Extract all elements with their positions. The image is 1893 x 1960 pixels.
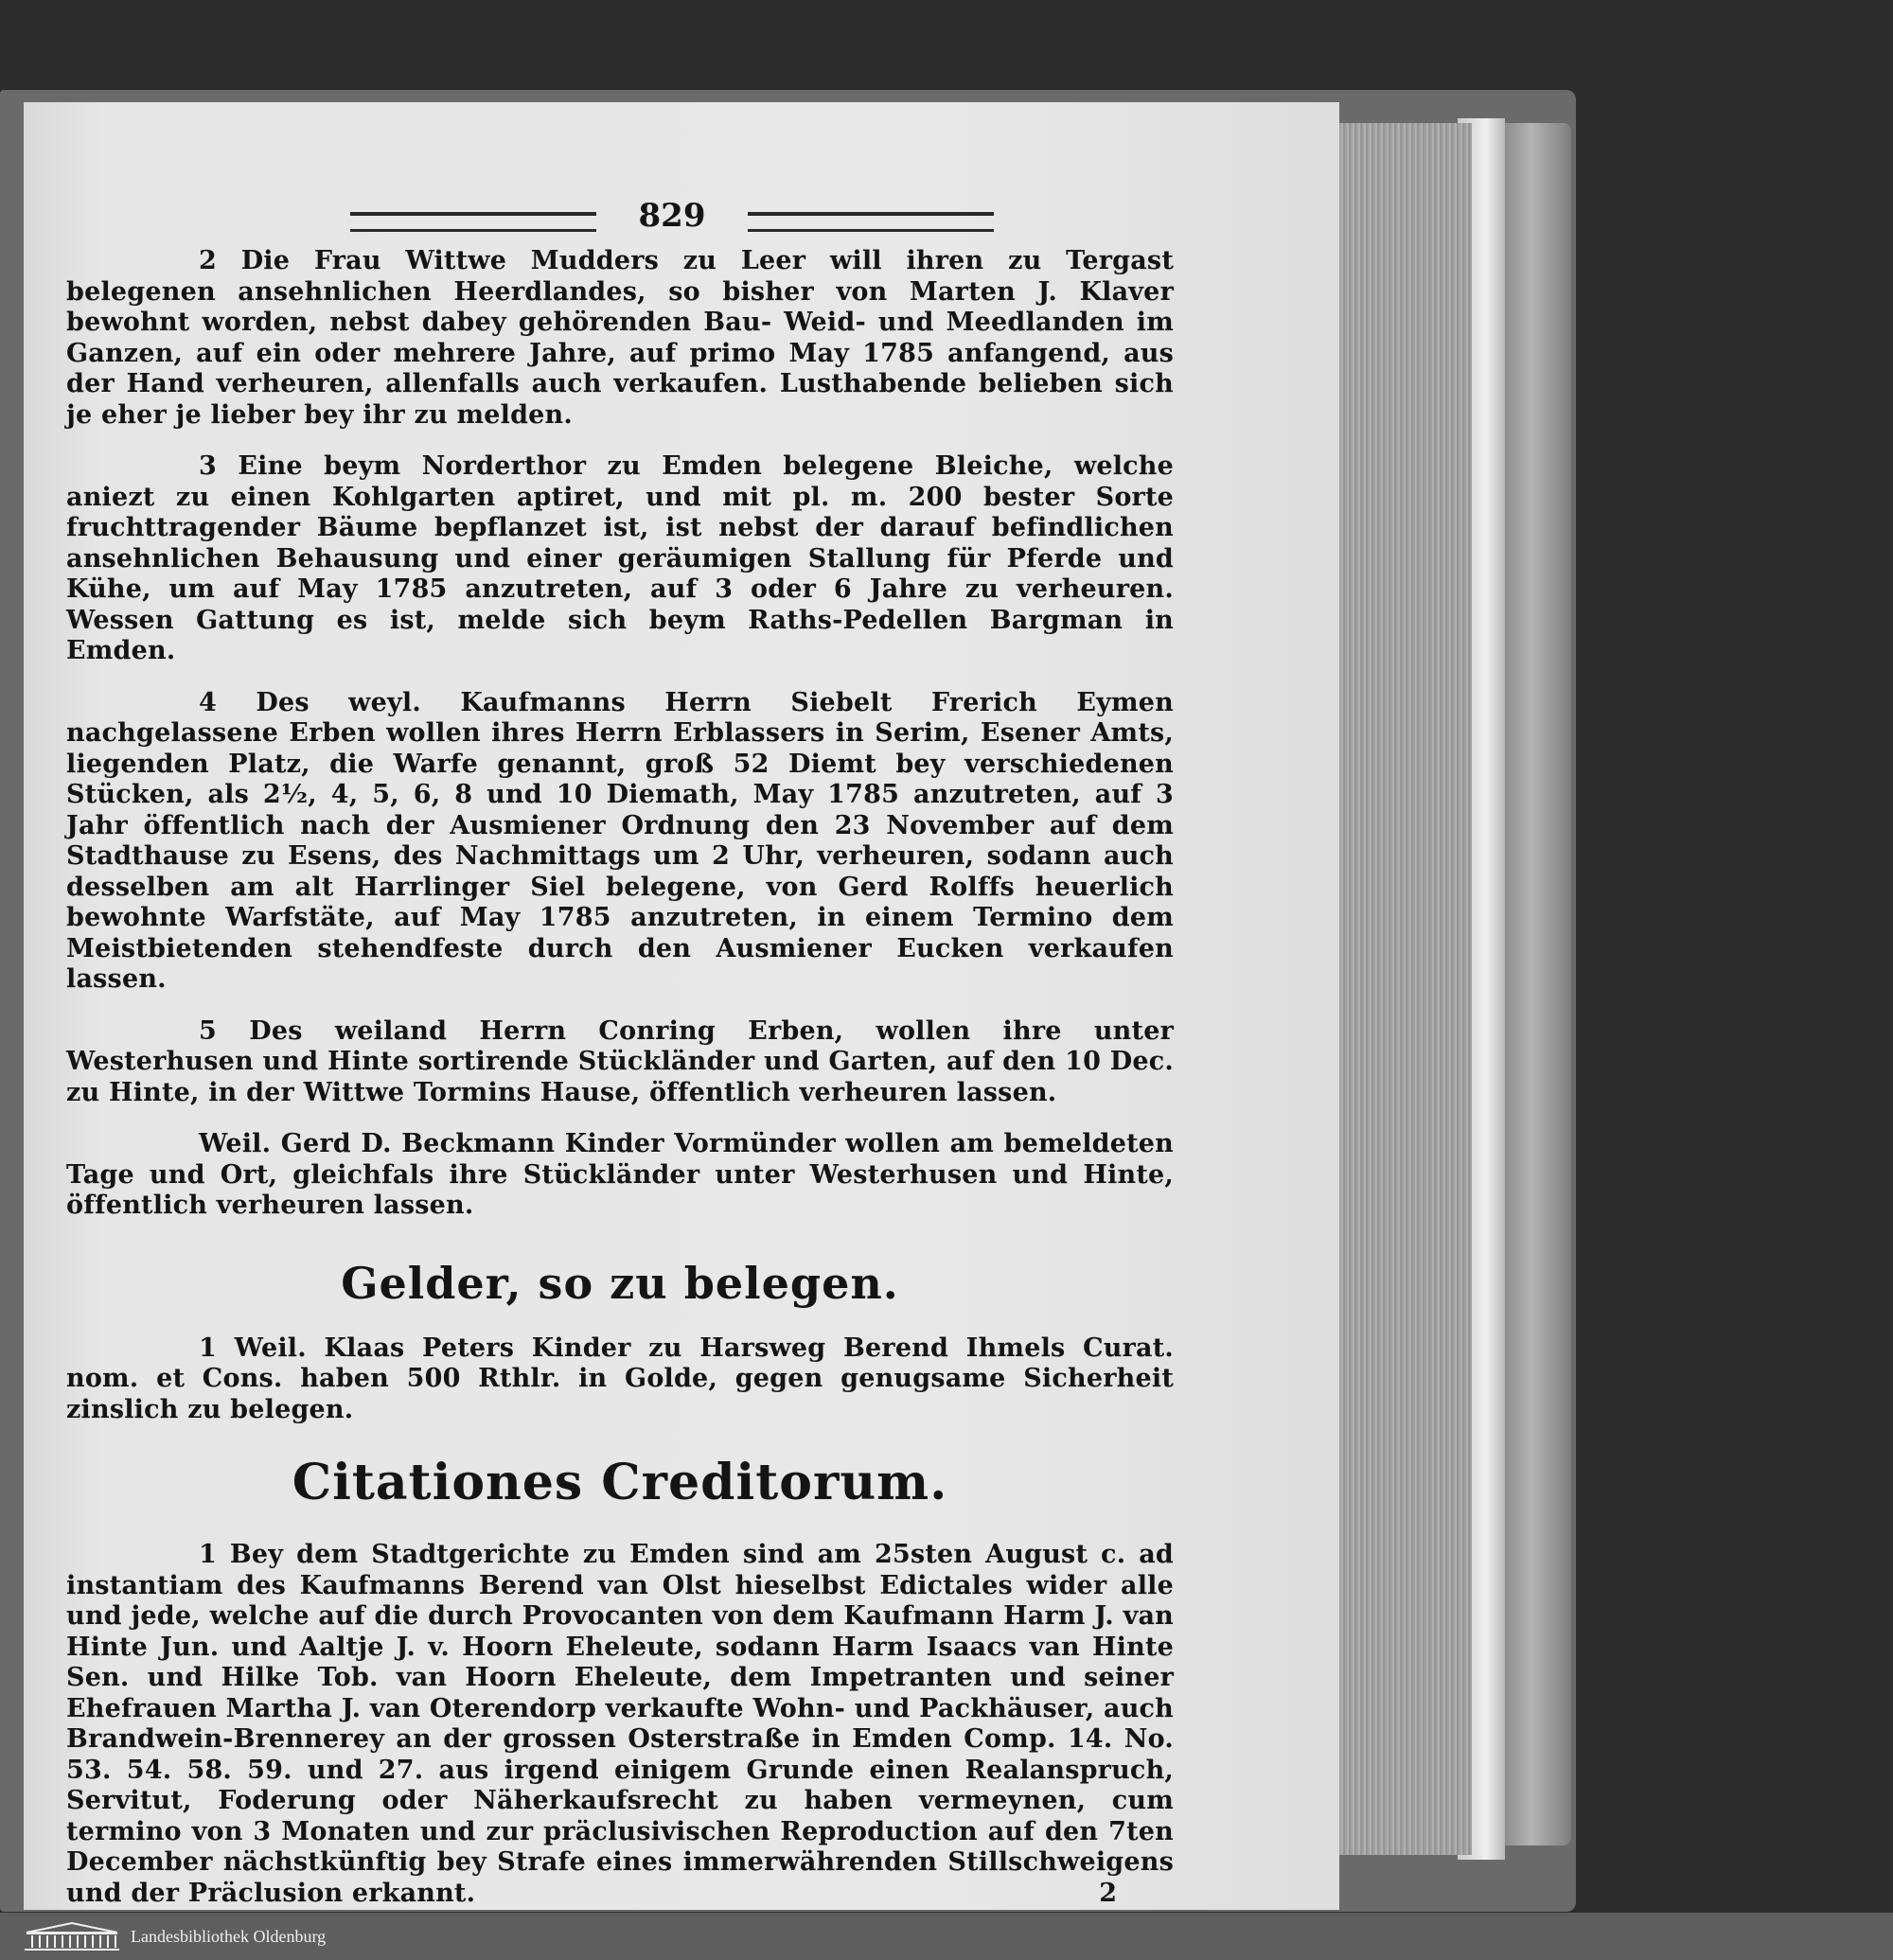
library-name: Landesbibliothek Oldenburg bbox=[131, 1926, 327, 1946]
page-block-edges bbox=[1335, 123, 1472, 1855]
entry-3: 3 Eine beym Norderthor zu Emden belegene Bleiche, welche aniezt zu einen Kohlgarten aptiret, und mit pl. m. 200 bester Sorte fruchttragender Bäume bepflanzet ist, ist nebst der darauf befindlichen ansehnlichen Behausung und einer geräumigen Stallung für Pferde und Kühe, um auf May 1785 anzutreten, auf 3 oder 6 Jahre zu verheuren. Wessen Gattung es ist, melde sich beym Raths-Pedellen Bargman in Emden. bbox=[66, 451, 1174, 665]
header-rule-right bbox=[748, 212, 994, 232]
page-content bbox=[66, 189, 1174, 1908]
section-title-citationes: Citationes Creditorum. bbox=[292, 1454, 948, 1511]
entry-beckmann: Weil. Gerd D. Beckmann Kinder Vormünder wollen am bemeldeten Tage und Ort, gleichfals ihre Stückländer unter Westerhusen und Hinte, öffentlich verheuren lassen. bbox=[66, 1129, 1174, 1220]
book-cover-edge bbox=[1505, 123, 1571, 1845]
entry-4: 4 Des weyl. Kaufmanns Herrn Siebelt Frerich Eymen nachgelassene Erben wollen ihres Herrn Erblassers in Serim, Esener Amts, liegenden Platz, die Warfe genannt, groß 52 Diemt bey verschiedenen Stücken, als 2½, 4, 5, 6, 8 und 10 Diemath, May 1785 anzutreten, auf 3 Jahr öffentlich nach der Ausmiener Ordnung den 23 November auf dem Stadthause zu Esens, des Nachmittags um 2 Uhr, verheuren, sodann auch desselben am alt Harrlinger Siel belegene, von Gerd Rolffs heuerlich bewohnte Warfstäte, auf May 1785 anzutreten, in einem Termino dem Meistbietenden stehendfeste durch den Ausmiener Eucken verkaufen lassen. bbox=[66, 687, 1174, 994]
money-entry-1: 1 Weil. Klaas Peters Kinder zu Harsweg Berend Ihmels Curat. nom. et Cons. haben 500 Rthlr. in Golde, gegen genugsame Sicherheit zinslich zu belegen. bbox=[66, 1333, 1174, 1424]
page-number: 829 bbox=[638, 197, 706, 235]
section-title-money: Gelder, so zu belegen. bbox=[341, 1257, 899, 1309]
entry-5: 5 Des weiland Herrn Conring Erben, wollen ihre unter Westerhusen und Hinte sortirende Stückländer und Garten, auf den 10 Dec. zu Hinte, in der Wittwe Tormins Hause, öffentlich verheuren lassen. bbox=[66, 1015, 1174, 1107]
catchword: 2 bbox=[1099, 1879, 1117, 1908]
page-header bbox=[350, 189, 994, 246]
footer-bar bbox=[0, 1913, 1893, 1960]
library-building-icon bbox=[23, 1921, 121, 1951]
citationes-entry-1: 1 Bey dem Stadtgerichte zu Emden sind am 25sten August c. ad instantiam des Kaufmanns Berend van Olst hieselbst Edictales wider alle und jede, welche auf die durch Provocanten von dem Kaufmann Harm J. van Hinte Jun. und Aaltje J. v. Hoorn Eheleute, sodann Harm Isaacs van Hinte Sen. und Hilke Tob. van Hoorn Eheleute, dem Impetranten und seiner Ehefrauen Martha J. van Oterendorp verkaufte Wohn- und Packhäuser, auch Brandwein-Brennerey an der grossen Osterstraße in Emden Comp. 14. No. 53. 54. 58. 59. und 27. aus irgend einigem Grunde einen Realanspruch, Servitut, Foderung oder Näherkaufsrecht zu haben vermeynen, cum termino von 3 Monaten und zur präclusivischen Reproduction auf den 7ten December nächstkünftig bey Strafe eines immerwährenden Stillschweigens und der Präclusion erkannt. bbox=[66, 1540, 1174, 1908]
entry-2: 2 Die Frau Wittwe Mudders zu Leer will ihren zu Tergast belegenen ansehnlichen Heerdlandes, so bisher von Marten J. Klaver bewohnt worden, nebst dabey gehörenden Bau- Weid- und Meedlanden im Ganzen, auf ein oder mehrere Jahre, auf primo May 1785 anfangend, aus der Hand verheuren, allenfalls auch verkaufen. Lusthabende belieben sich je eher je lieber bey ihr zu melden. bbox=[66, 246, 1174, 430]
